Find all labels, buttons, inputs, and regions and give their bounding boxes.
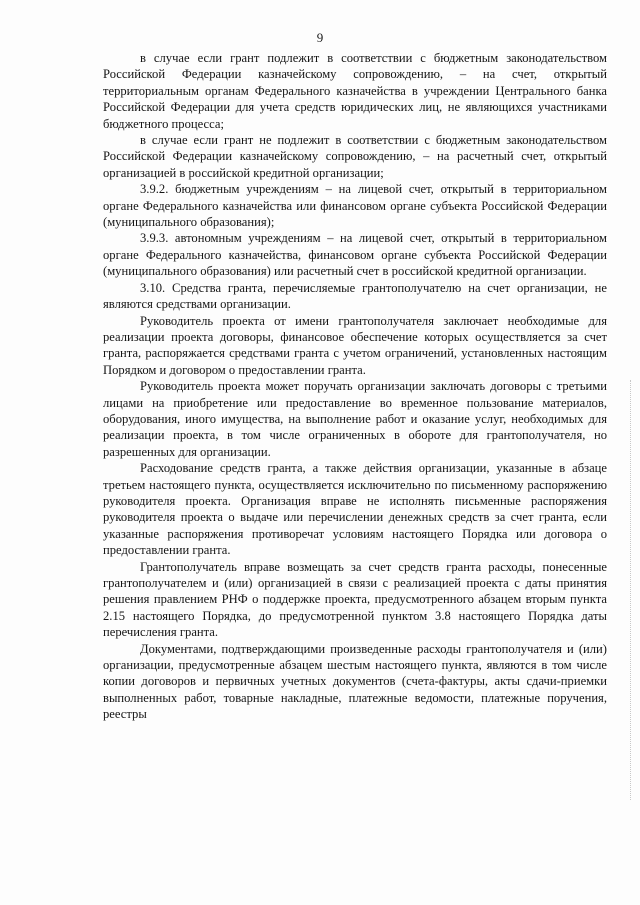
paragraph: Расходование средств гранта, а также действия организации, указанные в абзаце третьем настоящего пункта, осуществляется исключительно по письменному распоряжению руководителя проекта. Организация вправе не исполнять письменные распоряжения руководителя проекта о выдаче или перечислении денежных средств за счет гранта, если указанные распоряжения противоречат условиям настоящего Порядка или договора о предоставлении гранта.: [103, 461, 607, 558]
paragraph: Руководитель проекта от имени грантополучателя заключает необходимые для реализации проекта договоры, финансовое обеспечение которых осуществляется за счет гранта, распоряжается средствами гранта с учетом ограничений, установленных настоящим Порядком и договором о предоставлении гранта.: [103, 313, 607, 377]
paragraph: Руководитель проекта может поручать организации заключать договоры с третьими лицами на приобретение или предоставление во временное пользование материалов, оборудования, иного имущества, на выполнение работ и оказание услуг, необходимых для реализации проекта, в том числе ограниченных в обороте для грантополучателя, но разрешенных для организации.: [103, 379, 607, 459]
paragraph: в случае если грант подлежит в соответствии с бюджетным законодательством Российской Федерации казначейскому сопровождению, – на счет, открытый территориальным органам Федерального казначейства в учреждении Центрального банка Российской Федерации для учета средств юридических лиц, не являющихся участниками бюджетного процесса;: [103, 51, 607, 131]
paragraph: Документами, подтверждающими произведенные расходы грантополучателя и (или) организации, предусмотренные абзацем шестым настоящего пункта, являются в том числе копии договоров и первичных учетных документов (счета-фактуры, акты сдачи-приемки выполненных работ, товарные накладные, платежные ведомости, платежные поручения, реестры: [103, 641, 607, 722]
paragraph: 3.9.2. бюджетным учреждениям – на лицевой счет, открытый в территориальном органе Федерального казначейства или финансовом органе субъекта Российской Федерации (муниципального образования);: [103, 182, 607, 230]
paragraph: 3.9.3. автономным учреждениям – на лицевой счет, открытый в территориальном органе Федерального казначейства, финансовом органе субъекта Российской Федерации (муниципального образования) или расчетный счет в российской кредитной организации.: [103, 231, 607, 279]
scan-edge-artifact: [630, 380, 632, 800]
paragraph: 3.10. Средства гранта, перечисляемые грантополучателю на счет организации, не являются средствами организации.: [103, 280, 607, 312]
document-body: [103, 50, 607, 723]
paragraph: Грантополучатель вправе возмещать за счет средств гранта расходы, понесенные грантополучателем и (или) организацией в связи с реализацией проекта с даты принятия решения правлением РНФ о поддержке проекта, предусмотренного абзацем вторым пункта 2.15 настоящего Порядка, до предусмотренной пунктом 3.8 настоящего Порядка даты перечисления гранта.: [103, 559, 607, 640]
page-number: 9: [316, 30, 324, 45]
paragraph: в случае если грант не подлежит в соответствии с бюджетным законодательством Российской Федерации казначейскому сопровождению, – на расчетный счет, открытый организацией в российской кредитной организации;: [103, 133, 607, 180]
